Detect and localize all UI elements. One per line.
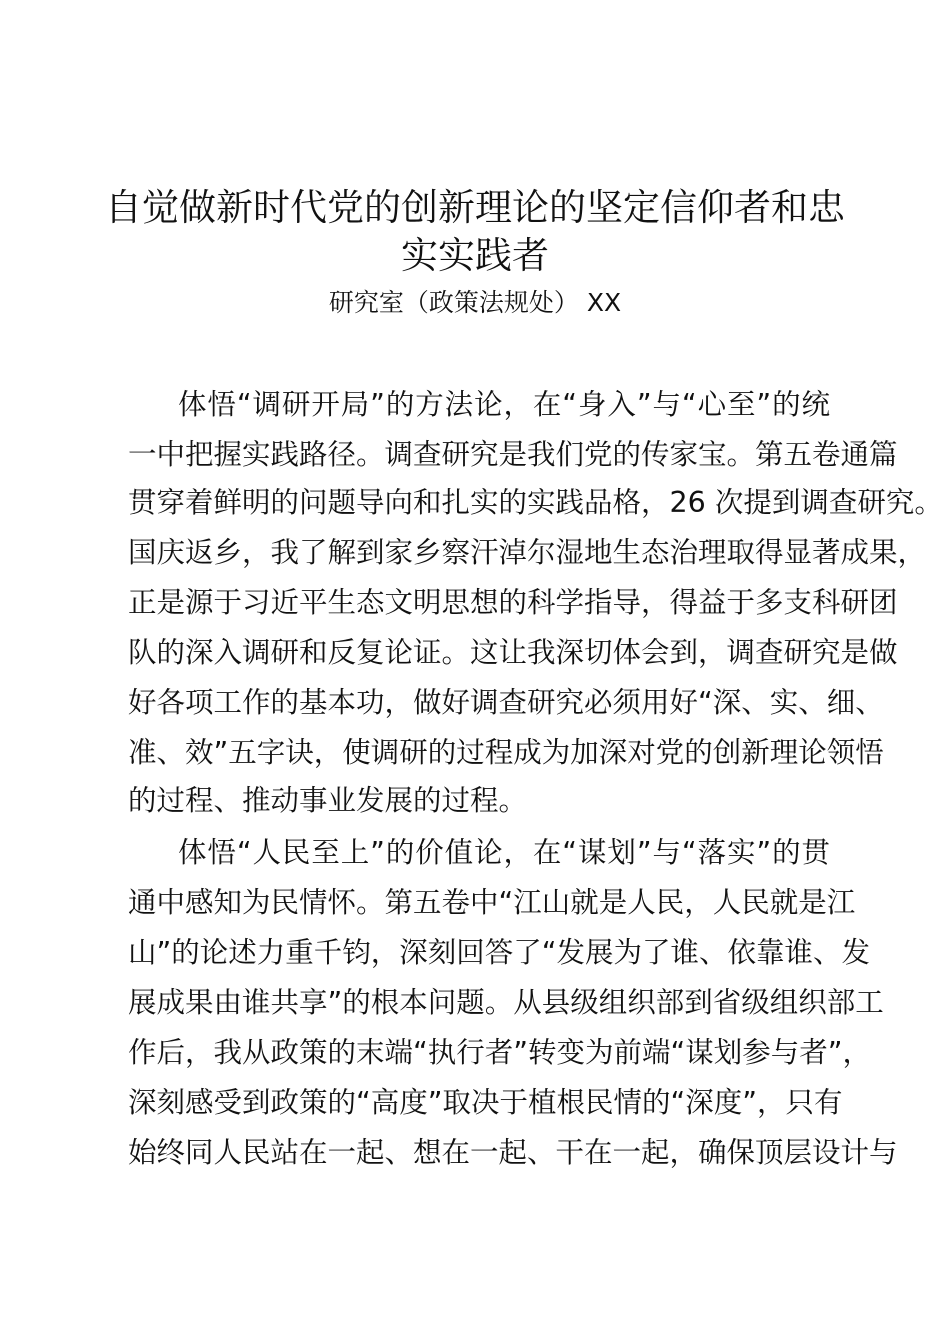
text-line: 队的深入调研和反复论证。这让我深切体会到，调查研究是做: [128, 636, 898, 669]
text-line: 贯穿着鲜明的问题导向和扎实的实践品格，26 次提到调查研究。: [128, 486, 943, 519]
text-line: 正是源于习近平生态文明思想的科学指导，得益于多支科研团: [128, 586, 898, 619]
text-line: 始终同人民站在一起、想在一起、干在一起，确保顶层设计与: [128, 1136, 898, 1169]
text-line: 展成果由谁共享”的根本问题。从县级组织部到省级组织部工: [128, 986, 884, 1019]
text-line: 国庆返乡，我了解到家乡察汗淖尔湿地生态治理取得显著成果，: [128, 536, 927, 569]
text-line: 深刻感受到政策的“高度”取决于植根民情的“深度”，只有: [128, 1086, 843, 1119]
text-line: 准、效”五字诀，使调研的过程成为加深对党的创新理论领悟: [128, 736, 884, 769]
text-line: 的过程、推动事业发展的过程。: [128, 784, 528, 817]
title-line-1: 自觉做新时代党的创新理论的坚定信仰者和忠: [105, 186, 845, 229]
text-line: 山”的论述力重千钧，深刻回答了“发展为了谁、依靠谁、发: [128, 936, 871, 969]
text-line: 通中感知为民情怀。第五卷中“江山就是人民，人民就是江: [128, 886, 856, 919]
text-line: 作后，我从政策的末端“执行者”转变为前端“谋划参与者”，: [128, 1036, 872, 1069]
text-line: 一中把握实践路径。调查研究是我们党的传家宝。第五卷通篇: [128, 438, 898, 471]
title-line-2: 实实践者: [401, 234, 549, 277]
text-line: 好各项工作的基本功，做好调查研究必须用好“深、实、细、: [128, 686, 884, 719]
text-line: 体悟“人民至上”的价值论，在“谋划”与“落实”的贯: [178, 836, 830, 869]
author-line: 研究室（政策法规处） XX: [328, 288, 622, 317]
text-line: 体悟“调研开局”的方法论，在“身入”与“心至”的统: [178, 388, 830, 421]
